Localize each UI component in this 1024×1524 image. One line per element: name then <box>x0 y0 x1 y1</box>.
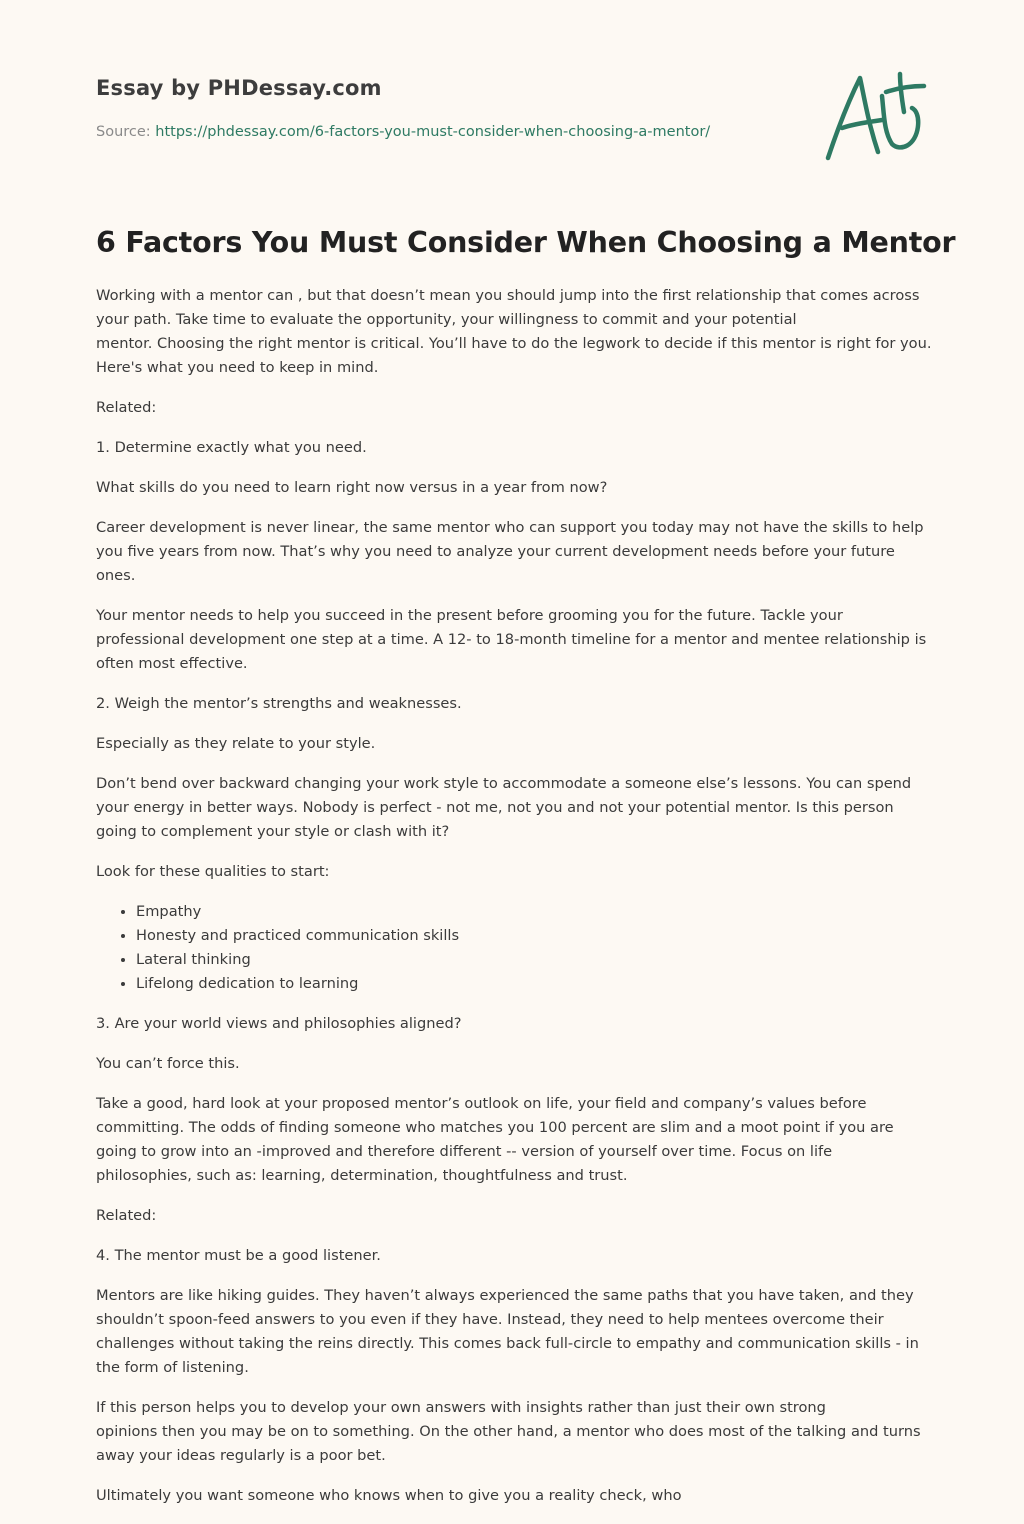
site-title: Essay by PHDessay.com <box>96 76 382 100</box>
source-line <box>96 124 710 140</box>
paragraph-4c: Ultimately you want someone who knows when to give you a reality check, who <box>96 1487 682 1504</box>
a-plus-logo <box>820 66 928 166</box>
essay-title: 6 Factors You Must Consider When Choosing a Mentor <box>96 226 956 259</box>
paragraph-4a: Mentors are like hiking guides. They haven’t always experienced the same paths that you have taken, and they shouldn’t spoon-feed answers to you even if they have. Instead, they need to help mentees overcome their challenges without taking the reins directly. This comes back full-circle to empathy and communication skills - in the form of listening. <box>96 1287 919 1376</box>
list-item: • Empathy <box>136 900 932 924</box>
paragraph-1a: What skills do you need to learn right now versus in a year from now? <box>96 479 608 496</box>
paragraph-3b: Take a good, hard look at your proposed mentor’s outlook on life, your field and company’s values before committing. The odds of finding someone who matches you 100 percent are slim and a moot point if you are going to grow into an -improved and therefore different -- version of yourself over time. Focus on life philosophies, such as: learning, determination, thoughtfulness and trust. <box>96 1095 894 1184</box>
section-heading-2: 2. Weigh the mentor’s strengths and weaknesses. <box>96 695 462 712</box>
source-label: Source: <box>96 124 151 140</box>
list-item: • Honesty and practiced communication skills <box>136 924 932 948</box>
paragraph-2a: Especially as they relate to your style. <box>96 735 376 752</box>
a-plus-logo-icon <box>820 66 928 166</box>
related-label-1: Related: <box>96 399 157 416</box>
section-heading-4: 4. The mentor must be a good listener. <box>96 1247 381 1264</box>
section-heading-1: 1. Determine exactly what you need. <box>96 439 367 456</box>
paragraph-3a: You can’t force this. <box>96 1055 240 1072</box>
paragraph-4b-line-2: opinions then you may be on to something. On the other hand, a mentor who does most of the talking and turns away your ideas regularly is a poor bet. <box>96 1423 921 1464</box>
paragraph-4b <box>96 1396 932 1468</box>
section-heading-3: 3. Are your world views and philosophies aligned? <box>96 1015 462 1032</box>
paragraph-2c: Look for these qualities to start: <box>96 863 330 880</box>
paragraph-2b: Don’t bend over backward changing your work style to accommodate a someone else’s lessons. You can spend your energy in better ways. Nobody is perfect - not me, not you and not your potential mentor. Is this person going to complement your style or clash with it? <box>96 775 912 840</box>
source-link[interactable]: https://phdessay.com/6-factors-you-must-consider-when-choosing-a-mentor/ <box>155 124 711 140</box>
related-label-2: Related: <box>96 1207 157 1224</box>
qualities-list <box>96 900 932 996</box>
list-item: • Lateral thinking <box>136 948 932 972</box>
essay-body <box>96 284 932 1524</box>
paragraph-1c: Your mentor needs to help you succeed in the present before grooming you for the future. Tackle your professional development one step at a time. A 12- to 18-month timeline for a mentor and mentee relationship is often most effective. <box>96 607 927 672</box>
list-item: • Lifelong dedication to learning <box>136 972 932 996</box>
intro-line-2: mentor. Choosing the right mentor is critical. You’ll have to do the legwork to decide if this mentor is right for you. Here's what you need to keep in mind. <box>96 335 932 376</box>
paragraph-1b: Career development is never linear, the same mentor who can support you today may not have the skills to help you five years from now. That’s why you need to analyze your current development needs before your future ones. <box>96 519 924 584</box>
intro-line-1: Working with a mentor can , but that doesn’t mean you should jump into the first relationship that comes across your path. Take time to evaluate the opportunity, your willingness to commit and your potential <box>96 287 920 328</box>
paragraph-4b-line-1: If this person helps you to develop your own answers with insights rather than just their own strong <box>96 1399 826 1416</box>
intro-paragraph <box>96 284 932 380</box>
